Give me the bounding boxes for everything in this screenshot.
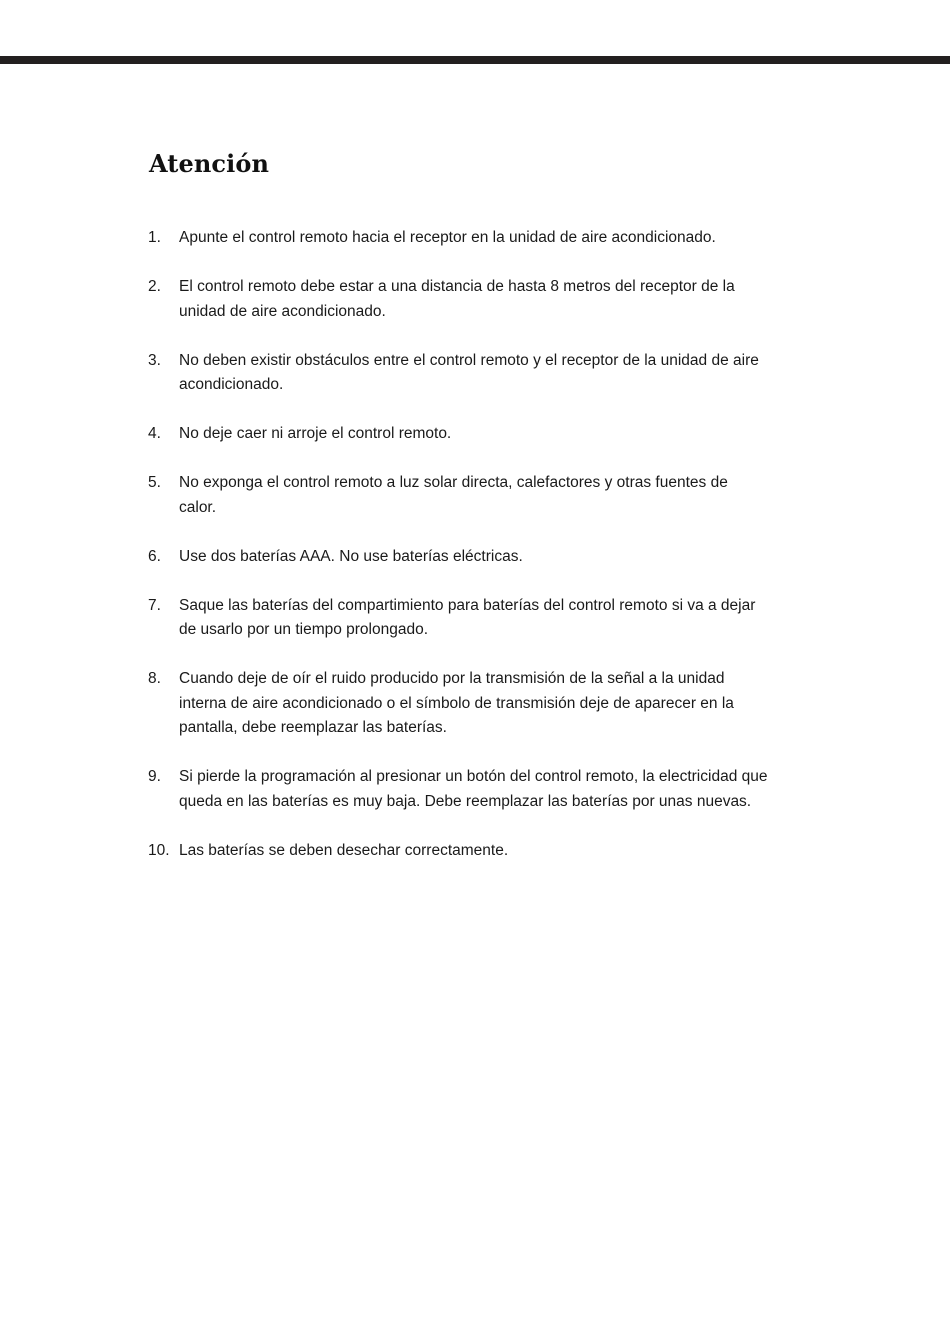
item-number: 4. [148, 425, 161, 442]
list-item [148, 349, 768, 398]
item-text: Saque las baterías del compartimiento para baterías del control remoto si va a dejar de usarlo por un tiempo prolongado. [179, 596, 756, 638]
attention-list [148, 226, 768, 888]
list-item [148, 275, 768, 324]
item-number: 5. [148, 474, 161, 491]
header-rule [0, 56, 950, 64]
list-item [148, 839, 768, 864]
item-text: Cuando deje de oír el ruido producido por la transmisión de la señal a la unidad interna de aire acondicionado o el símbolo de transmisión deje de aparecer en la pantalla, debe reemplazar las baterías. [179, 670, 734, 736]
item-text: No exponga el control remoto a luz solar directa, calefactores y otras fuentes de calor. [179, 474, 728, 516]
item-text: Si pierde la programación al presionar un botón del control remoto, la electricidad que queda en las baterías es muy baja. Debe reemplazar las baterías por unas nuevas. [179, 768, 768, 810]
list-item [148, 422, 768, 447]
list-item [148, 226, 768, 251]
item-number: 10. [148, 841, 170, 859]
item-text: Las baterías se deben desechar correctamente. [179, 841, 509, 859]
list-item [148, 765, 768, 814]
item-text: No deje caer ni arroje el control remoto. [179, 425, 452, 442]
list-item [148, 594, 768, 643]
list-item [148, 471, 768, 520]
item-text: Use dos baterías AAA. No use baterías eléctricas. [179, 547, 523, 565]
item-number: 3. [148, 351, 161, 369]
item-number: 7. [148, 596, 161, 614]
item-number: 6. [148, 547, 161, 565]
item-text: Apunte el control remoto hacia el receptor en la unidad de aire acondicionado. [179, 229, 716, 246]
item-number: 8. [148, 670, 161, 687]
page-title: Atención [149, 149, 269, 178]
item-number: 1. [148, 229, 161, 246]
item-number: 2. [148, 278, 161, 295]
list-item [148, 667, 768, 741]
list-item [148, 545, 768, 570]
item-text: No deben existir obstáculos entre el control remoto y el receptor de la unidad de aire acondicionado. [179, 351, 759, 393]
item-text: El control remoto debe estar a una distancia de hasta 8 metros del receptor de la unidad de aire acondicionado. [179, 278, 735, 320]
item-number: 9. [148, 768, 161, 785]
